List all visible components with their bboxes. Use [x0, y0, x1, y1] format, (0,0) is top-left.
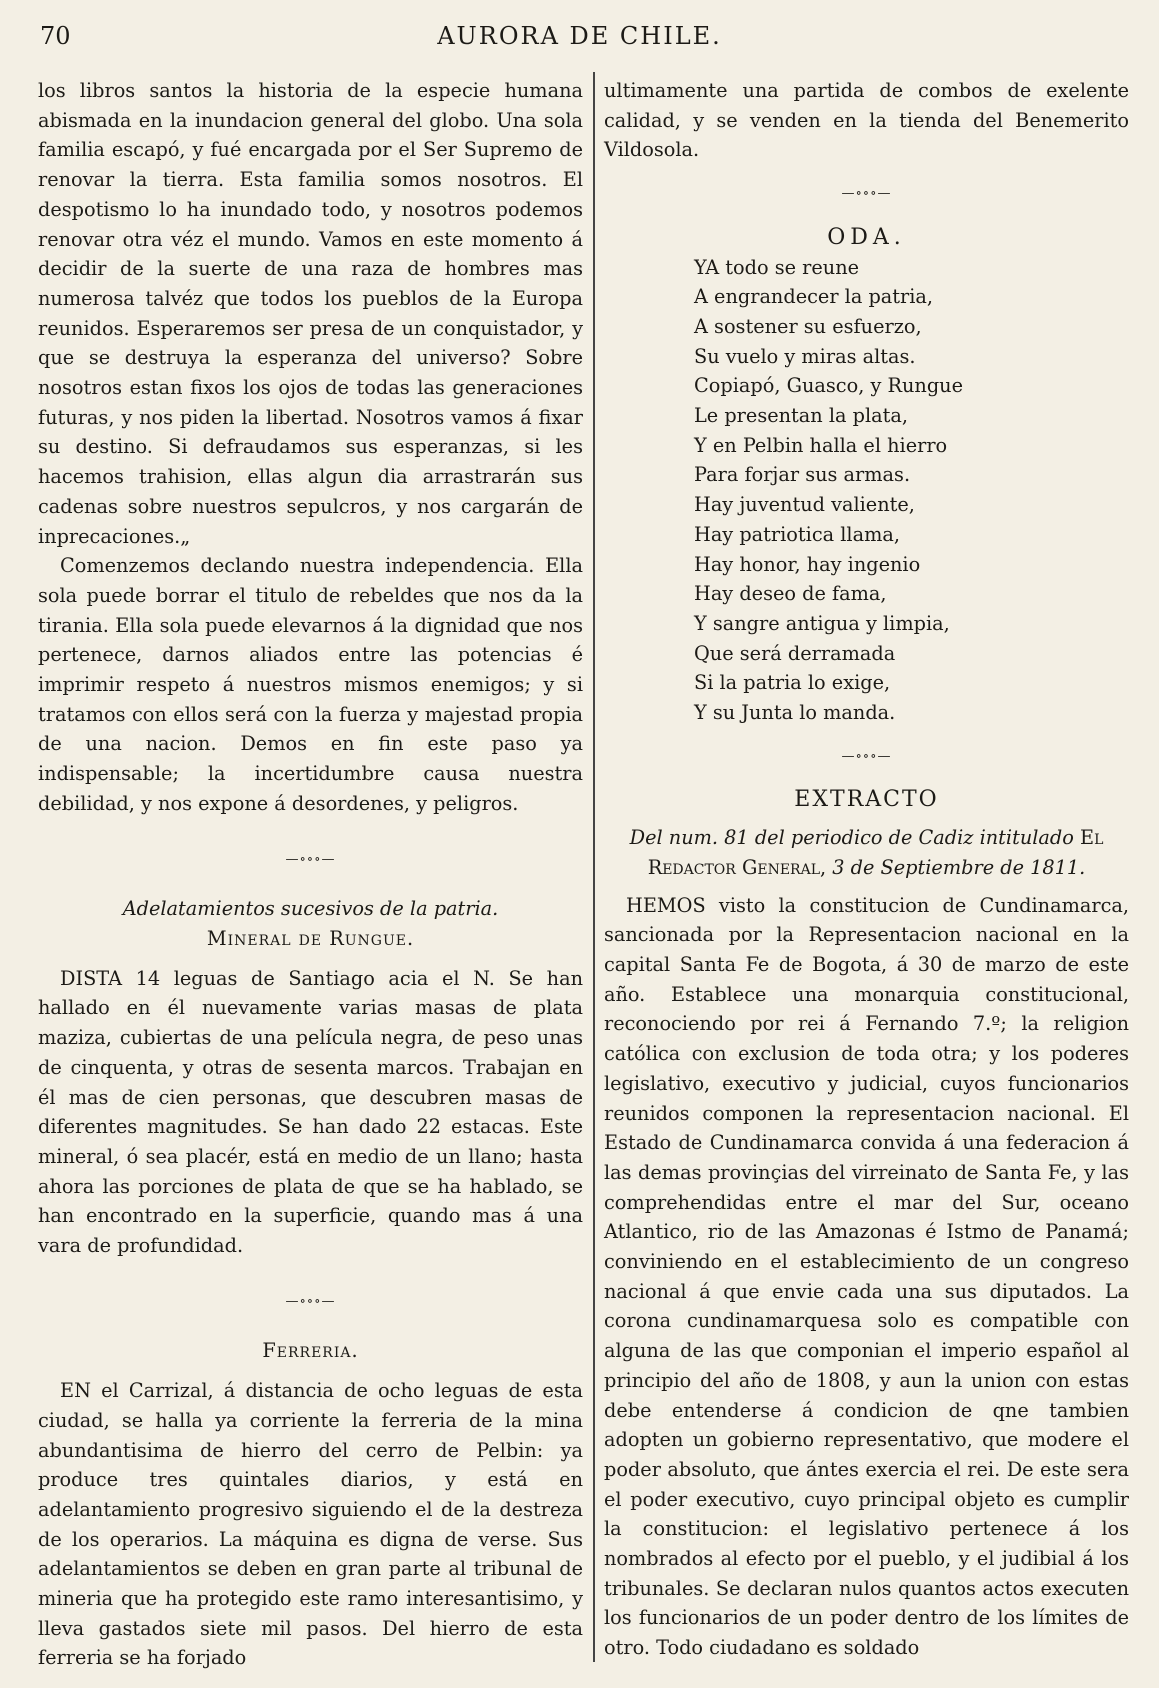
right-paragraph-2: HEMOS visto la constitucion de Cundinamarca, sancionada por la Representacion nacional en la capital Santa Fe de Bogota, á 30 de marzo de este año. Establece una monarquia constitucional, reconociendo por rei á Fernando 7.º; la religion católica con exclusion de toda otra; y los poderes legislativo, executivo y judicial, cuyos funcionarios reunidos componen la representacion nacional. El Estado de Cundinamarca convida á una federacion á las demas provinçias del virreinato de Santa Fe, y las comprehendidas entre el mar del Sur, oceano Atlantico, rio de las Amazonas é Istmo de Panamá; conviniendo en el establecimiento de un congreso nacional á que envie cada una sus diputados. La corona cundinamarquesa solo es compatible con alguna de las que componian el imperio español al principio del año de 1808, y aun la union con estas debe entenderse á condicion de qne tambien adopten un gobierno representativo, que modere el poder absoluto, que ántes exercia el rei. De este sera el poder executivo, cuyo principal objeto es cumplir la constitucion: el legislativo pertenece á los nombrados al efecto por el pueblo, y el judibial á los tribunales. Se declaran nulos quantos actos executen los funcionarios de un poder dentro de los límites de otro. Todo ciudadano es soldado [604, 893, 1129, 1660]
poem-line: YA todo se reune [694, 255, 860, 279]
source-citation: Del num. 81 del periodico de Cadiz intitulado [629, 826, 1074, 850]
source-date: 3 de Septiembre de 1811. [832, 855, 1086, 879]
extract-title: EXTRACTO [794, 787, 939, 813]
poem-line: Su vuelo y miras altas. [694, 344, 916, 368]
poem-line: Y su Junta lo manda. [694, 701, 896, 725]
section-title: Adelatamientos sucesivos de la patria. [122, 897, 499, 921]
poem-title: ODA. [827, 224, 906, 250]
left-paragraph-1: los libros santos la historia de la especie humana abismada en la inundacion general del globo. Una sola familia escapó, y fué encargada por el Ser Supremo de renovar la tierra. Esta familia somos nosotros. El despotismo lo ha inundado todo, y nosotros podemos renovar otra véz el mundo. Vamos en este momento á decidir de la suerte de una raza de hombres mas numerosa talvéz que todos los pueblos de la Europa reunidos. Esperaremos ser presa de un conquistador, y que se destruya la esperanza del universo? Sobre nosotros estan fixos los ojos de todas las generaciones futuras, y nos piden la libertad. Nosotros vamos á fixar su destino. Si defraudamos sus esperanzas, si les hacemos trahision, ellas algun dia arrastrarán sus cadenas sobre nuestros sepulcros, y nos cargarán de inprecaciones.„ [38, 79, 583, 548]
poem-line: A engrandecer la patria, [694, 285, 934, 309]
right-paragraph-1: ultimamente una partida de combos de exelente calidad, y se venden en la tienda del Benemerito Vildosola. [604, 79, 1129, 162]
left-column [38, 76, 583, 1673]
ornament-divider: —∘∘∘— [285, 851, 336, 867]
left-paragraph-2: Comenzemos declando nuestra independencia. Ella sola puede borrar el titulo de rebeldes que nos da la tirania. Ella sola puede elevarnos á la dignidad que nos pertenece, darnos aliados entre las potencias é imprimir respeto á nuestros mismos enemigos; y si tratamos con ellos será con la fuerza y majestad propia de una nacion. Demos en fin este paso ya indispensable; la incertidumbre causa nuestra debilidad, y nos expone á desordenes, y peligros. [38, 554, 583, 815]
poem-line: Si la patria lo exige, [694, 671, 891, 695]
poem-line: Que será derramada [694, 641, 896, 665]
extract-source [604, 823, 1129, 882]
poem-line: Para forjar sus armas. [694, 463, 911, 487]
ornament-divider: —∘∘∘— [841, 186, 892, 202]
source-periodical-name: El Redactor General, [647, 826, 1104, 879]
left-paragraph-3: DISTA 14 leguas de Santiago acia el N. Se han hallado en él nuevamente varias masas de plata maziza, cubiertas de una película negra, de peso unas de cinquenta, y otras de sesenta marcos. Trabajan en él mas de cien personas, que descubren masas de diferentes magnitudes. Se han dado 22 estacas. Este mineral, ó sea placér, está en medio de un llano; hasta ahora las porciones de plata de que se ha hablado, se han encontrado en la superficie, quando mas á una vara de profundidad. [38, 966, 583, 1258]
poem-line: Y sangre antigua y limpia, [694, 611, 950, 635]
poem-line: Hay patriotica llama, [694, 522, 900, 546]
poem-line: Hay juventud valiente, [694, 493, 915, 517]
ornament-divider: —∘∘∘— [285, 1293, 336, 1309]
right-column [604, 76, 1129, 1663]
left-paragraph-4: EN el Carrizal, á distancia de ocho leguas de esta ciudad, se halla ya corriente la ferreria de la mina abundantisima de hierro del cerro de Pelbin: ya produce tres quintales diarios, y está en adelantamiento progresivo siguiendo el de la destreza de los operarios. La máquina es digna de verse. Sus adelantamientos se deben en gran parte al tribunal de mineria que ha protegido este ramo interesantisimo, y lleva gastados siete mil pasos. Del hierro de esta ferreria se ha forjado [38, 1379, 583, 1670]
ornament-divider: —∘∘∘— [841, 748, 892, 764]
page-header [40, 22, 1119, 56]
section-subtitle: Mineral de Rungue. [206, 926, 415, 950]
page-number: 70 [40, 22, 71, 50]
poem-line: Copiapó, Guasco, y Rungue [694, 374, 963, 398]
ferreria-title: Ferreria. [262, 1339, 359, 1363]
poem-line: Hay honor, hay ingenio [694, 552, 921, 576]
poem-line: Y en Pelbin halla el hierro [694, 433, 948, 457]
poem [604, 253, 1129, 728]
column-divider [593, 72, 595, 1662]
journal-title: AURORA DE CHILE. [437, 22, 722, 50]
poem-line: Le presentan la plata, [694, 404, 908, 428]
poem-line: A sostener su esfuerzo, [694, 314, 922, 338]
poem-line: Hay deseo de fama, [694, 582, 887, 606]
